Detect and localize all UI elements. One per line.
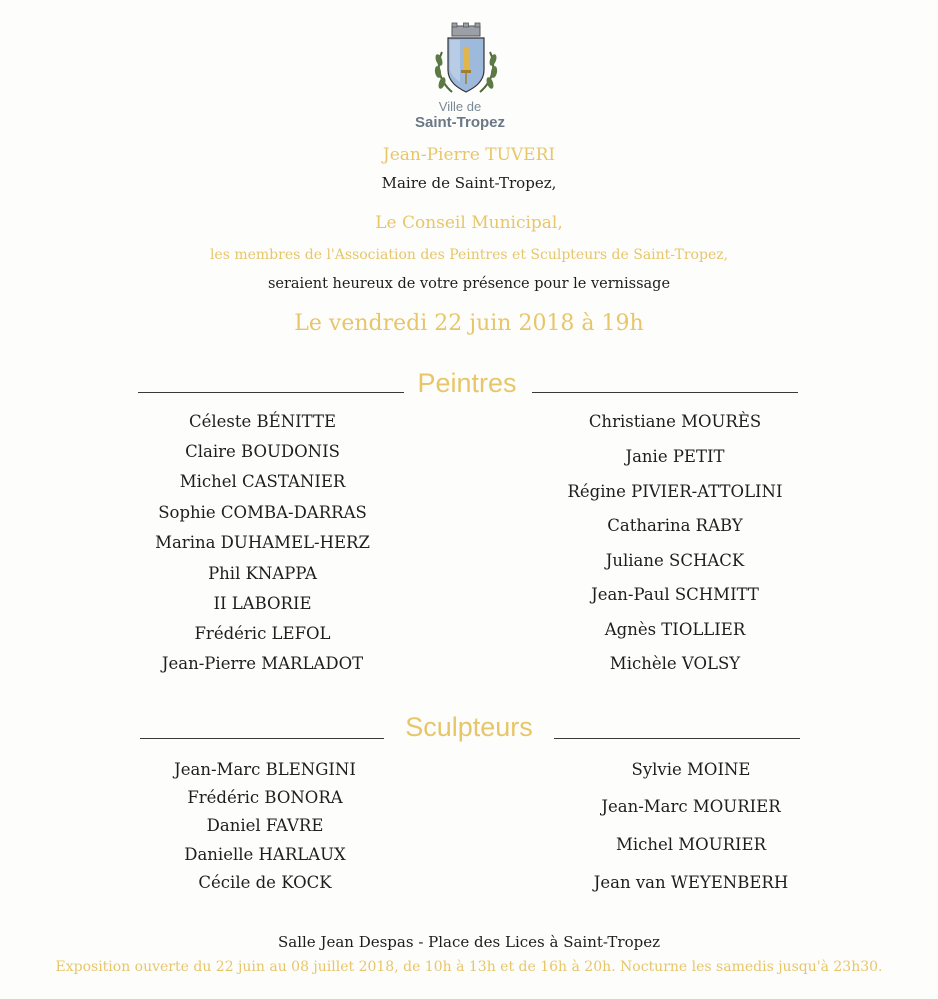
- peintres-heading: Peintres: [417, 368, 517, 398]
- list-item: Michel CASTANIER: [179, 472, 346, 491]
- sculpteurs-heading: Sculpteurs: [405, 712, 533, 742]
- logo-saint-tropez: Saint-Tropez: [414, 114, 505, 131]
- list-item: Michèle VOLSY: [609, 654, 741, 673]
- peintres-rule-right: [532, 392, 798, 393]
- sculpteurs-rule-right: [554, 738, 800, 739]
- list-item: Daniel FAVRE: [206, 816, 324, 835]
- list-item: Danielle HARLAUX: [184, 845, 346, 864]
- peintres-left-list: [120, 412, 405, 692]
- list-item: Frédéric LEFOL: [194, 624, 331, 643]
- list-item: Jean van WEYENBERH: [593, 873, 789, 892]
- peintres-rule-left: [138, 392, 404, 393]
- invite-line: seraient heureux de votre présence pour le vernissage: [267, 276, 671, 292]
- list-item: Jean-Paul SCHMITT: [591, 585, 759, 604]
- list-item: Janie PETIT: [625, 447, 725, 466]
- association-line: les membres de l'Association des Peintres et Sculpteurs de Saint-Tropez,: [209, 247, 729, 263]
- vernissage-date: Le vendredi 22 juin 2018 à 19h: [294, 311, 644, 336]
- sculpteurs-left-list: [120, 760, 410, 900]
- list-item: Jean-Pierre MARLADOT: [161, 654, 364, 673]
- list-item: Sophie COMBA-DARRAS: [158, 503, 367, 522]
- venue-line: Salle Jean Despas - Place des Lices à Saint-Tropez: [277, 933, 661, 951]
- list-item: Sylvie MOINE: [631, 760, 751, 779]
- mayor-name: Jean-Pierre TUVERI: [382, 145, 556, 165]
- list-item: Agnès TIOLLIER: [604, 620, 746, 639]
- list-item: Cécile de KOCK: [198, 873, 332, 892]
- list-item: Jean-Marc MOURIER: [601, 797, 781, 816]
- sculpteurs-right-list: [546, 760, 836, 900]
- council-line: Le Conseil Municipal,: [375, 213, 563, 233]
- list-item: Claire BOUDONIS: [185, 442, 340, 461]
- exhibition-hours: Exposition ouverte du 22 juin au 08 juillet 2018, de 10h à 13h et de 16h à 20h. Nocturne les samedis jusqu'à 23h30.: [55, 959, 883, 975]
- list-item: Catharina RABY: [607, 516, 743, 535]
- coat-of-arms-icon: [430, 22, 502, 98]
- list-item: II LABORIE: [213, 594, 312, 613]
- list-item: Michel MOURIER: [615, 835, 767, 854]
- sculpteurs-rule-left: [140, 738, 384, 739]
- peintres-right-list: [530, 412, 820, 692]
- list-item: Juliane SCHACK: [605, 551, 745, 570]
- list-item: Marina DUHAMEL-HERZ: [155, 533, 370, 552]
- mayor-title: Maire de Saint-Tropez,: [381, 174, 557, 192]
- list-item: Céleste BÉNITTE: [188, 412, 337, 431]
- list-item: Phil KNAPPA: [208, 564, 317, 583]
- list-item: Jean-Marc BLENGINI: [174, 760, 356, 779]
- list-item: Christiane MOURÈS: [588, 412, 762, 431]
- logo-ville-de: Ville de: [438, 99, 482, 114]
- list-item: Régine PIVIER-ATTOLINI: [567, 482, 783, 501]
- list-item: Frédéric BONORA: [187, 788, 343, 807]
